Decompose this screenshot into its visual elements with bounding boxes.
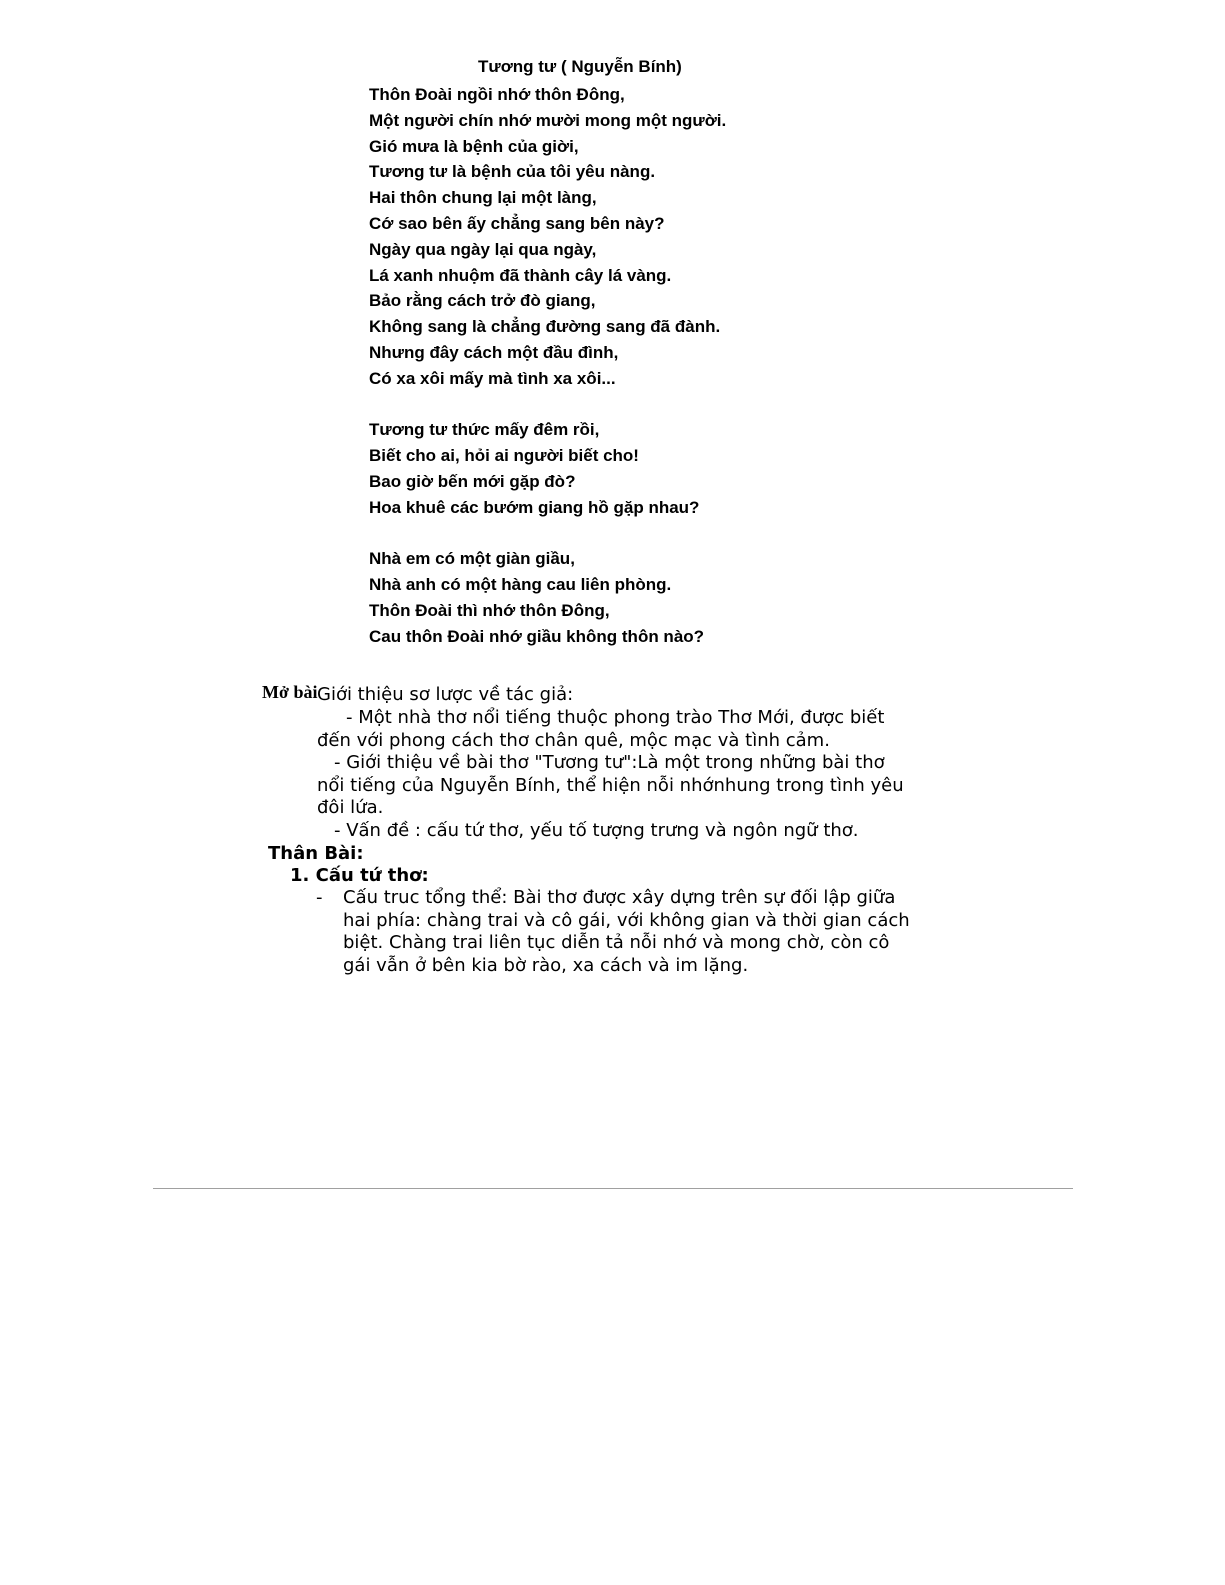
poem-body	[369, 82, 726, 650]
poem-line: Hai thôn chung lại một làng,	[369, 188, 597, 208]
poem-line: Lá xanh nhuộm đã thành cây lá vàng.	[369, 265, 672, 285]
poem-line: Cau thôn Đoài nhớ giầu không thôn nào?	[369, 626, 705, 646]
mo-bai-line: - Giới thiệu về bài thơ "Tương tư":Là một trong những bài thơ	[334, 752, 885, 773]
mo-bai-line: - Một nhà thơ nổi tiếng thuộc phong trào Thơ Mới, được biết	[346, 707, 885, 728]
mo-bai-line: đôi lứa.	[317, 797, 384, 818]
mo-bai-line: nổi tiếng của Nguyễn Bính, thể hiện nỗi nhớnhung trong tình yêu	[317, 775, 904, 796]
bullet-marker: -	[316, 887, 323, 908]
poem-line: Ngày qua ngày lại qua ngày,	[369, 239, 597, 259]
poem-stanza	[369, 82, 726, 392]
poem-line: Nhà em có một giàn giầu,	[369, 549, 575, 569]
poem-line: Thôn Đoài ngồi nhớ thôn Đông,	[369, 85, 625, 104]
section-line: gái vẫn ở bên kia bờ rào, xa cách và im lặng.	[343, 955, 749, 976]
poem-line: Gió mưa là bệnh của giời,	[369, 136, 579, 156]
section-line: biệt. Chàng trai liên tục diễn tả nỗi nhớ và mong chờ, còn cô	[343, 932, 890, 953]
poem-line: Bao giờ bến mới gặp đò?	[369, 471, 576, 491]
than-bai-heading: Thân Bài:	[268, 843, 364, 864]
section-line: hai phía: chàng trai và cô gái, với không gian và thời gian cách	[343, 910, 910, 931]
mo-bai-line: Giới thiệu sơ lược về tác giả:	[317, 684, 574, 705]
poem-line: Tương tư thức mấy đêm rồi,	[369, 420, 600, 440]
poem-line: Không sang là chẳng đường sang đã đành.	[369, 317, 721, 337]
poem-line: Thôn Đoài thì nhớ thôn Đông,	[369, 600, 610, 620]
poem-line: Cớ sao bên ấy chẳng sang bên này?	[369, 213, 665, 233]
poem-line: Một người chín nhớ mười mong một người.	[369, 110, 727, 130]
poem-line: Biết cho ai, hỏi ai người biết cho!	[369, 446, 639, 466]
mo-bai-line: - Vấn đề : cấu tứ thơ, yếu tố tượng trưng và ngôn ngữ thơ.	[334, 820, 859, 841]
poem-stanza	[369, 546, 726, 649]
page-divider	[153, 1188, 1073, 1189]
poem-line: Nhưng đây cách một đầu đình,	[369, 342, 619, 362]
poem-line: Hoa khuê các bướm giang hồ gặp nhau?	[369, 497, 700, 517]
poem-line: Có xa xôi mấy mà tình xa xôi...	[369, 368, 616, 388]
section-line: Cấu truc tổng thể: Bài thơ được xây dựng trên sự đối lập giữa	[343, 887, 896, 908]
poem-line: Tương tư là bệnh của tôi yêu nàng.	[369, 162, 656, 182]
section-heading: 1. Cấu tứ thơ:	[290, 865, 429, 886]
poem-stanza	[369, 417, 726, 520]
mo-bai-label: Mở bài	[262, 682, 318, 702]
mo-bai-line: đến với phong cách thơ chân quê, mộc mạc và tình cảm.	[317, 730, 830, 751]
poem-line: Bảo rằng cách trở đò giang,	[369, 291, 596, 311]
poem-title: Tương tư ( Nguyễn Bính)	[478, 57, 682, 76]
poem-line: Nhà anh có một hàng cau liên phòng.	[369, 575, 672, 595]
